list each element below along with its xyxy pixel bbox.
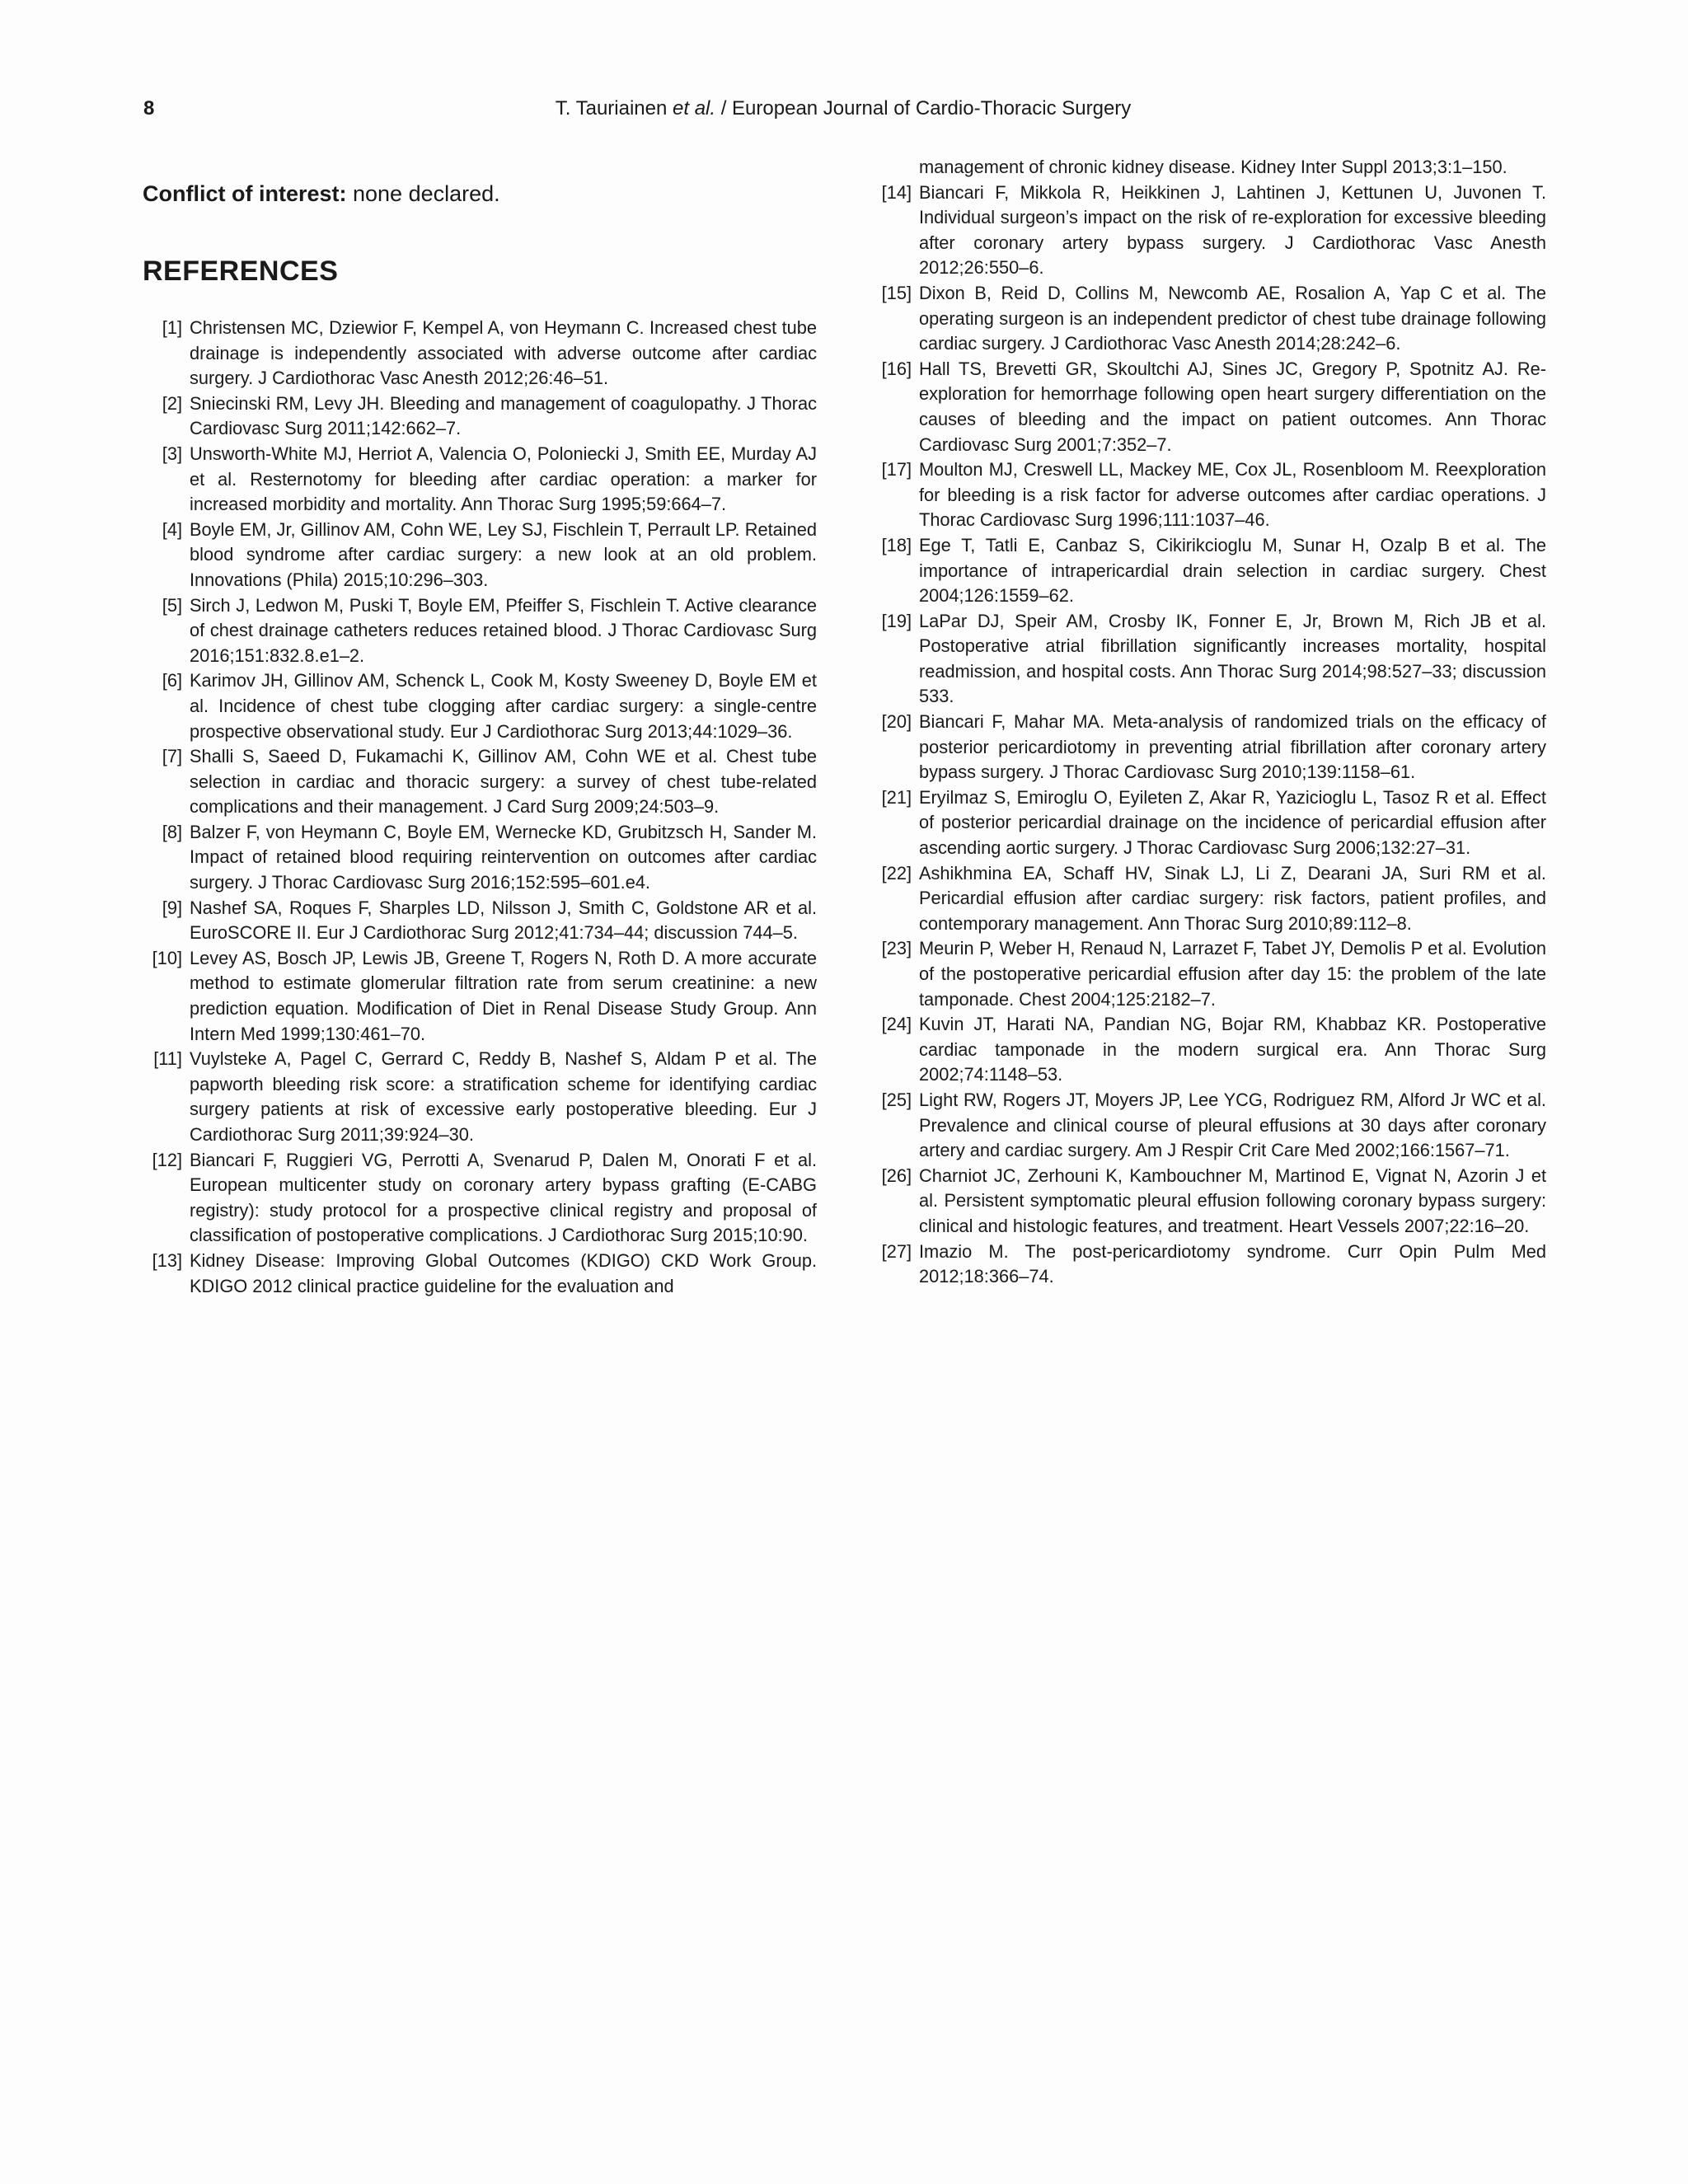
reference-text: Christensen MC, Dziewior F, Kempel A, von Heymann C. Increased chest tube drainage is independently associated with adverse outcome after cardiac surgery. J Cardiothorac Vasc Anesth 2012;26:46–51. [190,317,817,389]
reference-item [143,744,817,820]
reference-text: Levey AS, Bosch JP, Lewis JB, Greene T, Rogers N, Roth D. A more accurate method to estimate glomerular filtration rate from serum creatinine: a new prediction equation. Modification of Diet in Renal Disease Study Group. Ann Intern Med 1999;130:461–70. [190,947,817,1044]
reference-item [872,180,1546,281]
reference-number: [25] [881,1089,912,1110]
running-head-et-al: et al. [673,97,716,120]
running-head-authors: T. Tauriainen [555,97,673,120]
reference-item [872,609,1546,710]
reference-text: Shalli S, Saeed D, Fukamachi K, Gillinov AM, Cohn WE et al. Chest tube selection in cardiac and thoracic surgery: a survey of chest tube-related complications and their management. J Card Surg 2009;24:503–9. [190,746,817,818]
reference-number: [12] [152,1149,182,1170]
right-column [872,155,1546,1290]
reference-number: [26] [881,1165,912,1186]
reference-text: Balzer F, von Heymann C, Boyle EM, Wernecke KD, Grubitzsch H, Sander M. Impact of retained blood requiring reintervention on outcomes after cardiac surgery. J Thorac Cardiovasc Surg 2016;152:595–601.e4. [190,821,817,893]
reference-text: Unsworth-White MJ, Herriot A, Valencia O, Poloniecki J, Smith EE, Murday AJ et al. Resternotomy for bleeding after cardiac operation: a marker for increased morbidity and mortality. Ann Thorac Surg 1995;59:664–7. [190,443,817,515]
reference-item [872,785,1546,861]
reference-item [872,457,1546,533]
reference-item [143,1249,817,1299]
reference-item [143,593,817,669]
references-heading: REFERENCES [143,255,339,287]
reference-item [872,1012,1546,1088]
reference-text: Ashikhmina EA, Schaff HV, Sinak LJ, Li Z, Dearani JA, Suri RM et al. Pericardial effusion after cardiac surgery: risk factors, patient profiles, and contemporary management. Ann Thorac Surg 2010;89:112–8. [919,862,1546,934]
reference-text: Ege T, Tatli E, Canbaz S, Cikirikcioglu M, Sunar H, Ozalp B et al. The importance of intrapericardial drain selection in cardiac surgery. Chest 2004;126:1559–62. [919,534,1546,607]
reference-item [872,1088,1546,1164]
reference-item [872,1164,1546,1240]
reference-number: [1] [162,317,182,338]
reference-text: Dixon B, Reid D, Collins M, Newcomb AE, Rosalion A, Yap C et al. The operating surgeon is an independent predictor of chest tube drainage following cardiac surgery. J Cardiothorac Vasc Anesth 2014;28:242–6. [919,282,1546,354]
reference-number: [17] [881,459,912,480]
conflict-text: none declared. [346,181,500,206]
reference-number: [20] [881,711,912,733]
reference-text: Nashef SA, Roques F, Sharples LD, Nilsson J, Smith C, Goldstone AR et al. EuroSCORE II. Eur J Cardiothorac Surg 2012;41:734–44; discussion 744–5. [190,897,817,944]
conflict-label: Conflict of interest: [143,181,347,206]
left-column [143,158,817,1299]
reference-item [143,820,817,896]
reference-text: Sirch J, Ledwon M, Puski T, Boyle EM, Pfeiffer S, Fischlein T. Active clearance of chest drainage catheters reduces retained blood. J Thorac Cardiovasc Surg 2016;151:832.8.e1–2. [190,594,817,666]
page-header [142,97,1545,127]
reference-number: [19] [881,610,912,631]
reference-number: [3] [162,443,182,464]
reference-item [143,391,817,442]
reference-item [143,518,817,593]
reference-13-continuation: management of chronic kidney disease. Kidney Inter Suppl 2013;3:1–150. [919,157,1507,177]
reference-text: Imazio M. The post-pericardiotomy syndrome. Curr Opin Pulm Med 2012;18:366–74. [919,1240,1546,1287]
reference-number: [13] [152,1249,182,1271]
reference-item [143,316,817,391]
reference-item [143,668,817,744]
reference-item [872,357,1546,457]
reference-item [872,281,1546,357]
reference-number: [15] [881,282,912,303]
reference-text: Biancari F, Mahar MA. Meta-analysis of randomized trials on the efficacy of posterior pericardiotomy in preventing atrial fibrillation after coronary artery bypass surgery. J Thorac Cardiovasc Surg 2010;139:1158–61. [919,711,1546,783]
reference-number: [18] [881,534,912,555]
reference-text: Kidney Disease: Improving Global Outcomes (KDIGO) CKD Work Group. KDIGO 2012 clinical practice guideline for the evaluation and [190,1249,817,1296]
reference-number: [7] [162,746,182,767]
reference-number: [10] [152,947,182,968]
reference-list-right [872,180,1546,1290]
reference-number: [6] [162,670,182,691]
reference-item [143,1047,817,1147]
reference-item [143,1148,817,1249]
reference-number: [27] [881,1240,912,1262]
reference-item [143,896,817,946]
reference-number: [2] [162,392,182,414]
running-head [142,97,1545,120]
reference-number: [14] [881,181,912,203]
reference-text: Karimov JH, Gillinov AM, Schenck L, Cook M, Kosty Sweeney D, Boyle EM et al. Incidence of chest tube clogging after cardiac surgery: a single-centre prospective observational study. Eur J Cardiothorac Surg 2013;44:1029–36. [190,670,817,742]
reference-item [872,1240,1546,1290]
reference-text: Kuvin JT, Harati NA, Pandian NG, Bojar RM, Khabbaz KR. Postoperative cardiac tamponade in the modern surgical era. Ann Thorac Surg 2002;74:1148–53. [919,1014,1546,1085]
reference-text: Charniot JC, Zerhouni K, Kambouchner M, Martinod E, Vignat N, Azorin J et al. Persistent symptomatic pleural effusion following coronary bypass surgery: clinical and histologic features, and treatment. Heart Vessels 2007;22:16–20. [919,1165,1546,1236]
reference-item [872,861,1546,937]
reference-text: Biancari F, Mikkola R, Heikkinen J, Lahtinen J, Kettunen U, Juvonen T. Individual surgeon’s impact on the risk of re-exploration for excessive bleeding after coronary artery bypass surgery. J Cardiothorac Vasc Anesth 2012;26:550–6. [919,181,1546,279]
reference-item [872,533,1546,609]
reference-text: Hall TS, Brevetti GR, Skoultchi AJ, Sines JC, Gregory P, Spotnitz AJ. Re-exploration for hemorrhage following open heart surgery differentiation on the causes of bleeding and the impact on patient outcomes. Ann Thorac Cardiovasc Surg 2001;7:352–7. [919,358,1546,455]
reference-number: [21] [881,786,912,808]
reference-text: LaPar DJ, Speir AM, Crosby IK, Fonner E, Jr, Brown M, Rich JB et al. Postoperative atrial fibrillation significantly increases mortality, hospital readmission, and hospital costs. Ann Thorac Surg 2014;98:527–33; discussion 533. [919,610,1546,707]
reference-item [872,710,1546,785]
reference-text: Moulton MJ, Creswell LL, Mackey ME, Cox JL, Rosenbloom M. Reexploration for bleeding is a risk factor for adverse outcomes after cardiac operations. J Thorac Cardiovasc Surg 1996;111:1037–46. [919,459,1546,531]
reference-number: [22] [881,862,912,883]
reference-text: Boyle EM, Jr, Gillinov AM, Cohn WE, Ley SJ, Fischlein T, Perrault LP. Retained blood syndrome after cardiac surgery: a new look at an old problem. Innovations (Phila) 2015;10:296–303. [190,518,817,590]
reference-text: Biancari F, Ruggieri VG, Perrotti A, Svenarud P, Dalen M, Onorati F et al. European multicenter study on coronary artery bypass grafting (E-CABG registry): study protocol for a prospective clinical registry and proposal of classification of postoperative complications. J Cardiothorac Surg 2015;10:90. [190,1149,817,1246]
page-number: 8 [143,97,155,120]
reference-number: [23] [881,938,912,959]
reference-item [143,442,817,518]
running-head-journal: / European Journal of Cardio-Thoracic Surgery [715,97,1132,120]
conflict-of-interest [143,178,817,209]
reference-item [872,936,1546,1012]
reference-number: [9] [162,897,182,918]
reference-text: Vuylsteke A, Pagel C, Gerrard C, Reddy B, Nashef S, Aldam P et al. The papworth bleeding risk score: a stratification scheme for identifying cardiac surgery patients at risk of excessive early postoperative bleeding. Eur J Cardiothorac Surg 2011;39:924–30. [190,1048,817,1145]
reference-number: [5] [162,594,182,616]
reference-list-left [143,316,817,1299]
reference-number: [4] [162,518,182,540]
reference-text: Meurin P, Weber H, Renaud N, Larrazet F, Tabet JY, Demolis P et al. Evolution of the postoperative pericardial effusion after day 15: the problem of the late tamponade. Chest 2004;125:2182–7. [919,938,1546,1010]
reference-number: [16] [881,358,912,379]
reference-number: [8] [162,821,182,842]
reference-number: [11] [153,1048,182,1070]
reference-text: Light RW, Rogers JT, Moyers JP, Lee YCG, Rodriguez RM, Alford Jr WC et al. Prevalence and clinical course of pleural effusions at 30 days after coronary artery and cardiac surgery. Am J Respir Crit Care Med 2002;166:1567–71. [919,1089,1546,1161]
reference-item [143,946,817,1047]
reference-text: Sniecinski RM, Levy JH. Bleeding and management of coagulopathy. J Thorac Cardiovasc Surg 2011;142:662–7. [190,392,817,439]
reference-text: Eryilmaz S, Emiroglu O, Eyileten Z, Akar R, Yazicioglu L, Tasoz R et al. Effect of posterior pericardial drainage on the incidence of pericardial effusion after ascending aortic surgery. J Thorac Cardiovasc Surg 2006;132:27–31. [919,786,1546,859]
reference-number: [24] [881,1014,912,1035]
